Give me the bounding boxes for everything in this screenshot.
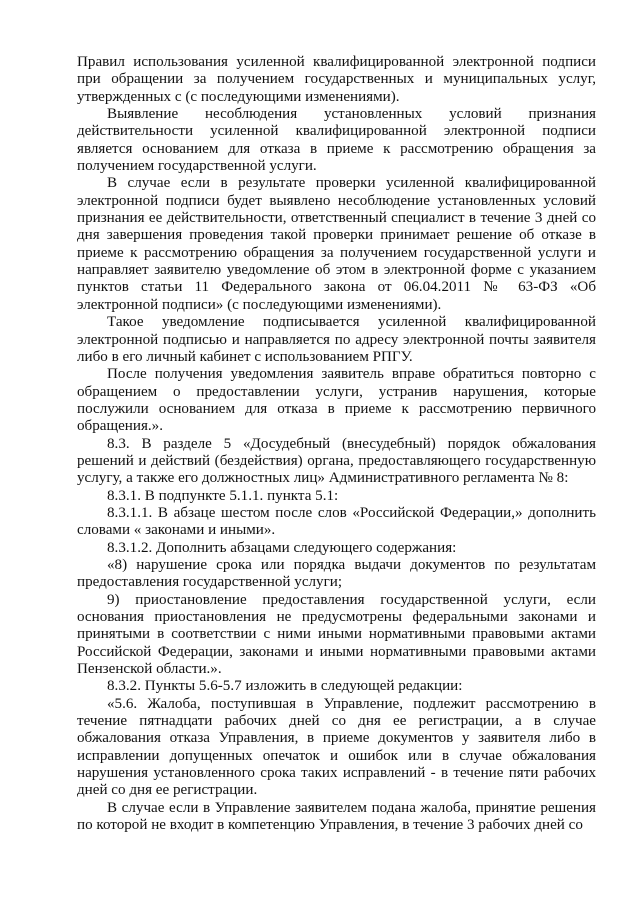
paragraph-8-3-2: 8.3.2. Пункты 5.6-5.7 изложить в следующей редакции: (107, 678, 463, 695)
paragraph-item-8: «8) нарушение срока или порядка выдачи документов по результатам предоставления государственной услуги; (77, 556, 596, 591)
paragraph-8-3-1: 8.3.1. В подпункте 5.1.1. пункта 5.1: (107, 487, 339, 504)
paragraph-complaint-competence: В случае если в Управление заявителем подана жалоба, принятие решения по которой не входит в компетенцию Управления, в течение 3 рабочих дней со (77, 799, 596, 834)
paragraph-8-3-1-2: 8.3.1.2. Дополнить абзацами следующего содержания: (107, 539, 457, 556)
paragraph-signature-rules: Правил использования усиленной квалифицированной электронной подписи при обращении за получением государственных и муниципальных услуг, утвержденных с (с последующими изменениями). (77, 54, 596, 105)
paragraph-verification-result: В случае если в результате проверки усиленной квалифицированной электронной подписи будет выявлено несоблюдение установленных условий признания ее действительности, ответственный специалист в течение 3 дней со дня завершения проведения такой проверки принимает решение об отказе в приеме к рассмотрению обращения за получением государственной услуги и направляет заявителю уведомление об этом в электронной форме с указанием пунктов статьи 11 Федерального закона от 06.04.2011 № 63-ФЗ «Об электронной подписи» (с последующими изменениями). (77, 175, 596, 313)
document-page (77, 54, 596, 834)
paragraph-repeat-request: После получения уведомления заявитель вправе обратиться повторно с обращением о предоставлении услуги, устранив нарушения, которые послужили основанием для отказа в приеме к рассмотрению первичного обращения.». (77, 366, 596, 435)
paragraph-section-8-3: 8.3. В разделе 5 «Досудебный (внесудебный) порядок обжалования решений и действий (бездействия) органа, предоставляющего государственную услугу, а также его должностных лиц» Административного регламента № 8: (77, 435, 596, 487)
paragraph-notification-signing: Такое уведомление подписывается усиленной квалифицированной электронной подписью и направляется по адресу электронной почты заявителя либо в его личный кабинет с использованием РПГУ. (77, 314, 596, 365)
paragraph-8-3-1-1: 8.3.1.1. В абзаце шестом после слов «Российской Федерации,» дополнить словами « законами и иными». (77, 504, 596, 539)
paragraph-item-9: 9) приостановление предоставления государственной услуги, если основания приостановления не предусмотрены федеральными законами и принятыми в соответствии с ними иными нормативными правовыми актами Российской Федерации, законами и иными нормативными правовыми актами Пензенской области.». (77, 591, 596, 678)
paragraph-refusal-basis: Выявление несоблюдения установленных условий признания действительности усиленной квалифицированной электронной подписи является основанием для отказа в приеме к рассмотрению обращения за получением государственной услуги. (77, 106, 596, 175)
paragraph-5-6: «5.6. Жалоба, поступившая в Управление, подлежит рассмотрению в течение пятнадцати рабочих дней со дня ее регистрации, а в случае обжалования отказа Управления, в приеме документов у заявителя либо в исправлении допущенных опечаток и ошибок или в случае обжалования нарушения установленного срока таких исправлений - в течение пяти рабочих дней со дня ее регистрации. (77, 695, 596, 799)
